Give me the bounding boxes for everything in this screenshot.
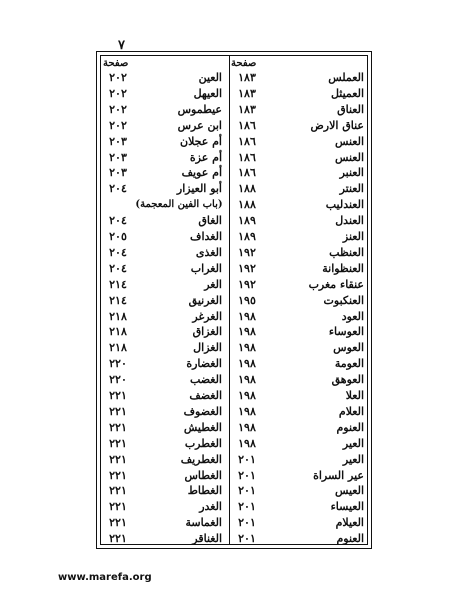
- left-entry-page: ٢٠٥: [109, 230, 127, 243]
- left-entry-word: الغزاق: [192, 325, 222, 339]
- right-entry-word: العميثل: [330, 86, 364, 100]
- left-entry-page: ٢٢١: [109, 500, 127, 514]
- index-row: [100, 404, 368, 420]
- right-entry-word: عير السراة: [313, 468, 364, 482]
- left-entry-word: الغضوف: [183, 404, 222, 418]
- left-entry-page: ٢٢١: [109, 452, 127, 466]
- index-row: [100, 309, 368, 325]
- right-entry-word: العندل: [335, 214, 364, 228]
- right-entry-word: العيساء: [330, 500, 364, 514]
- right-entry-page: ١٩٨: [238, 309, 256, 323]
- right-entry-word: العيس: [334, 484, 364, 498]
- right-entry-page: ١٨٦: [238, 118, 256, 132]
- right-entry-page: ١٨٣: [238, 71, 256, 84]
- right-entry-page: ١٩٨: [238, 341, 256, 355]
- left-entry-word: الغضارة: [186, 357, 222, 371]
- index-row: [100, 388, 368, 404]
- right-entry-word: عنقاء مغرب: [308, 277, 364, 291]
- left-entry-page: ٢٢١: [109, 516, 127, 530]
- index-row: [100, 420, 368, 436]
- right-entry-word: العلا: [345, 389, 364, 402]
- left-entry-word: أم عويف: [181, 166, 222, 180]
- index-row: [100, 102, 368, 118]
- left-entry-page: ٢٠٣: [109, 166, 127, 180]
- right-entry-word: العندليب: [325, 198, 364, 212]
- right-entry-word: العلام: [338, 404, 364, 418]
- left-entry-word: الغطرب: [184, 436, 222, 450]
- left-entry-page: ٢٢١: [109, 389, 127, 402]
- left-entry-page: ٢٠٤: [109, 214, 127, 228]
- left-entry-page: ٢١٨: [109, 325, 127, 339]
- left-entry-page: ٢٠٢: [109, 118, 127, 132]
- right-entry-word: العملس: [328, 71, 364, 84]
- right-entry-page: ١٩٨: [238, 389, 256, 402]
- right-entry-word: العنوم: [336, 420, 364, 434]
- left-entry-word: العيهل: [193, 86, 222, 100]
- left-entry-page: ٢١٨: [109, 309, 127, 323]
- right-entry-page: ١٨٨: [238, 182, 256, 196]
- left-entry-word: ابن عرس: [177, 118, 222, 132]
- left-entry-page: ٢٢٠: [109, 373, 127, 387]
- right-entry-page: ٢٠١: [238, 484, 256, 498]
- index-row: [100, 165, 368, 181]
- right-entry-page: ١٩٨: [238, 357, 256, 371]
- index-row: [100, 229, 368, 245]
- left-entry-word: الغطاط: [187, 484, 222, 498]
- right-entry-page: ٢٠١: [238, 452, 256, 466]
- index-row: [100, 372, 368, 388]
- index-row: [100, 118, 368, 134]
- right-entry-page: ١٨٨: [238, 198, 256, 212]
- right-entry-word: العوس: [333, 341, 364, 355]
- left-entry-word: الغطاس: [184, 468, 222, 482]
- index-row: [100, 483, 368, 499]
- right-entry-page: ٢٠١: [238, 468, 256, 482]
- right-entry-page: ١٩٨: [238, 373, 256, 387]
- right-entry-page: ١٩٨: [238, 436, 256, 450]
- right-entry-page: ١٨٦: [238, 166, 256, 180]
- left-entry-word: الغضب: [189, 373, 222, 387]
- right-entry-word: العومة: [334, 357, 364, 371]
- left-entry-word: الغر: [204, 277, 222, 291]
- index-row: [100, 213, 368, 229]
- index-row: [100, 531, 368, 547]
- left-entry-page: ٢٠٢: [109, 71, 127, 84]
- index-row: [100, 452, 368, 468]
- right-column-page-header: صفحة: [231, 58, 257, 69]
- right-entry-page: ١٩٥: [238, 293, 256, 307]
- section-heading: (باب الفين المعجمة): [135, 199, 223, 211]
- left-entry-page: ٢٠٣: [109, 150, 127, 164]
- right-entry-word: العناق: [337, 102, 364, 116]
- left-entry-page: ٢٢١: [109, 404, 127, 418]
- right-entry-word: العوساء: [328, 325, 364, 339]
- index-row: [100, 340, 368, 356]
- right-entry-word: العنظب: [329, 245, 364, 259]
- left-entry-word: الغطيش: [183, 420, 222, 434]
- index-row: [100, 277, 368, 293]
- right-entry-word: العود: [341, 309, 364, 323]
- left-entry-page: ٢٠٤: [109, 245, 127, 259]
- left-entry-word: أم عزة: [189, 150, 222, 164]
- left-entry-word: الغداف: [190, 230, 222, 243]
- index-row: [100, 356, 368, 372]
- right-entry-word: العنتر: [339, 182, 364, 196]
- left-entry-page: ٢١٤: [109, 293, 127, 307]
- left-entry-page: ٢٢١: [109, 420, 127, 434]
- right-entry-word: عناق الارض: [310, 118, 364, 132]
- left-entry-page: ٢٠٢: [109, 86, 127, 100]
- right-entry-page: ٢٠١: [238, 500, 256, 514]
- right-entry-page: ٢٠١: [238, 532, 256, 546]
- left-entry-page: ٢٢١: [109, 468, 127, 482]
- right-entry-word: العيلام: [335, 516, 364, 530]
- left-entry-word: الغرنيق: [188, 293, 222, 307]
- left-entry-word: أبو العيزار: [176, 182, 222, 196]
- right-entry-page: ١٩٨: [238, 325, 256, 339]
- index-row: [100, 134, 368, 150]
- index-row: [100, 324, 368, 340]
- left-entry-page: ٢١٨: [109, 341, 127, 355]
- left-entry-page: ٢٢١: [109, 532, 127, 546]
- index-row: [100, 261, 368, 277]
- right-entry-word: العنز: [342, 230, 364, 243]
- right-entry-word: العنبر: [339, 166, 364, 180]
- right-entry-page: ١٩٨: [238, 420, 256, 434]
- index-row: [100, 70, 368, 86]
- left-entry-word: الغاق: [198, 214, 222, 228]
- left-entry-word: الغطريف: [180, 452, 222, 466]
- right-entry-word: العنوم: [336, 532, 364, 546]
- right-entry-word: العير: [342, 436, 364, 450]
- right-entry-page: ١٨٦: [238, 150, 256, 164]
- right-entry-page: ١٩٢: [238, 245, 256, 259]
- index-row: [100, 436, 368, 452]
- left-column-page-header: صفحة: [103, 58, 129, 69]
- left-entry-page: ٢٠٢: [109, 102, 127, 116]
- right-entry-page: ١٨٩: [238, 214, 256, 228]
- left-entry-page: ٢٢٠: [109, 357, 127, 371]
- right-entry-page: ١٨٦: [238, 134, 256, 148]
- left-entry-word: العين: [198, 71, 222, 84]
- left-entry-page: ٢٢١: [109, 436, 127, 450]
- index-row: [100, 293, 368, 309]
- left-entry-word: الغماسة: [185, 516, 222, 530]
- right-entry-page: ١٨٩: [238, 230, 256, 243]
- left-entry-word: الغزال: [193, 341, 222, 355]
- right-entry-page: ١٩٢: [238, 277, 256, 291]
- index-row: [100, 181, 368, 197]
- left-entry-word: الغراب: [190, 261, 222, 275]
- left-entry-page: ٢٢١: [109, 484, 127, 498]
- right-entry-word: العير: [342, 452, 364, 466]
- footer-url: www.marefa.org: [58, 572, 152, 583]
- index-row: [100, 468, 368, 484]
- right-entry-word: العنس: [334, 134, 364, 148]
- right-entry-page: ٢٠١: [238, 516, 256, 530]
- right-entry-page: ١٩٢: [238, 261, 256, 275]
- right-entry-word: العنظوانة: [322, 261, 364, 275]
- left-entry-word: الغذى: [195, 245, 222, 259]
- left-entry-word: الغناقر: [192, 532, 222, 546]
- left-entry-page: ٢١٤: [109, 277, 127, 291]
- right-entry-page: ١٨٣: [238, 102, 256, 116]
- left-entry-word: الغدر: [199, 500, 222, 514]
- left-entry-word: الغرغر: [192, 309, 222, 323]
- left-entry-word: أم عجلان: [179, 134, 222, 148]
- index-row: [100, 499, 368, 515]
- right-entry-page: ١٨٣: [238, 86, 256, 100]
- right-entry-word: العنكبوت: [323, 293, 364, 307]
- index-row: [100, 150, 368, 166]
- left-entry-page: ٢٠٣: [109, 134, 127, 148]
- left-entry-page: ٢٠٤: [109, 182, 127, 196]
- right-entry-word: العنس: [334, 150, 364, 164]
- right-entry-page: ١٩٨: [238, 404, 256, 418]
- page-number: ٧: [118, 38, 125, 53]
- index-row: [100, 515, 368, 531]
- left-entry-word: الغضف: [189, 389, 222, 402]
- index-row: [100, 86, 368, 102]
- left-entry-word: عيطموس: [177, 102, 222, 116]
- left-entry-page: ٢٠٤: [109, 261, 127, 275]
- index-row: [100, 245, 368, 261]
- right-entry-word: العوهق: [331, 373, 364, 387]
